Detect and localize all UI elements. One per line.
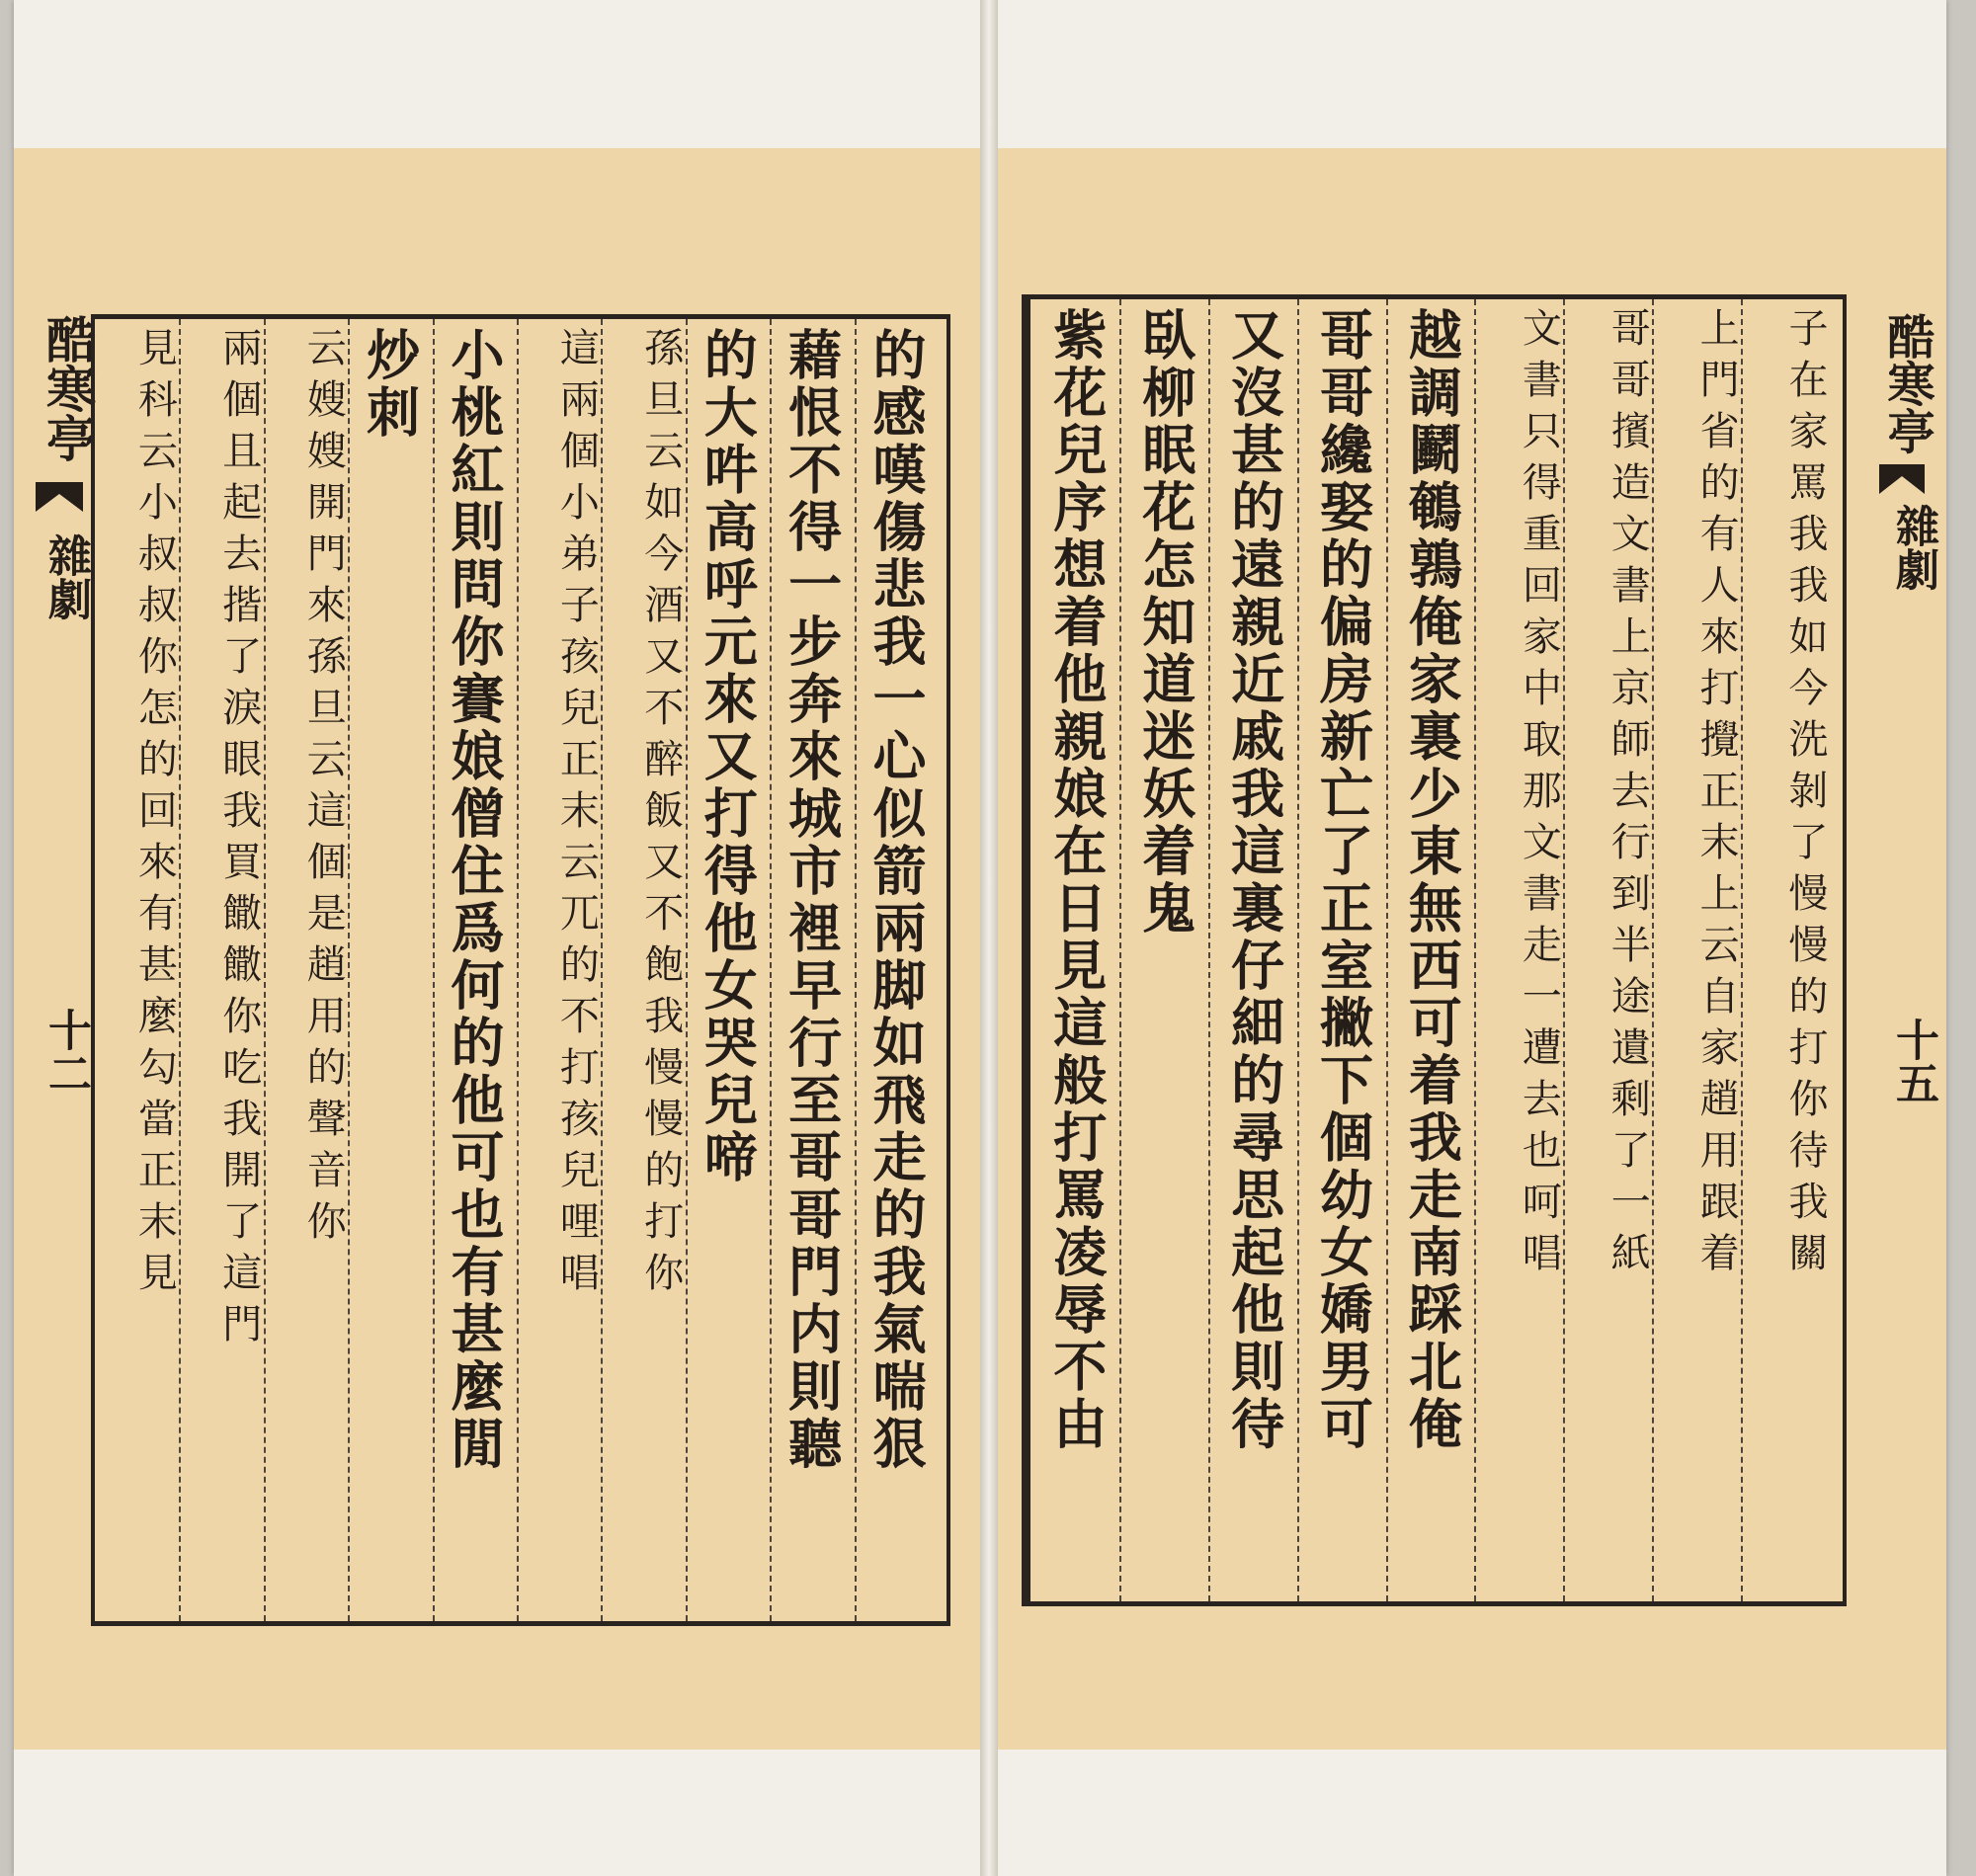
text-column: 孫旦云如今酒又不醉飯又不飽我慢慢的打你 — [637, 327, 684, 1303]
text-column: 炒刺 — [358, 327, 422, 442]
right-folio-number: 十五 — [1888, 1018, 1938, 1104]
text-column: 云嫂嫂開門來孫旦云這個是趙用的聲音你 — [300, 327, 347, 1252]
text-column: 子在家罵我我如今洗剝了慢慢的打你待我關 — [1781, 307, 1828, 1283]
book-gutter — [980, 0, 998, 1876]
left-columns — [95, 319, 947, 1621]
text-column: 紫花兒序想着他親娘在日見這般打罵凌辱不由 — [1044, 307, 1109, 1453]
column-divider — [433, 319, 435, 1621]
right-text-frame — [1022, 294, 1847, 1606]
text-column: 哥哥纔娶的偏房新亡了正室撇下個幼女嬌男可 — [1311, 307, 1375, 1453]
left-text-frame — [91, 314, 950, 1626]
left-margin-subtitle: 雜劇 — [41, 533, 91, 620]
text-column: 的大吽高呼元來又打得他女哭兒啼 — [696, 327, 760, 1186]
column-divider — [770, 319, 772, 1621]
column-divider — [1119, 299, 1121, 1601]
column-divider — [855, 319, 857, 1621]
text-column: 文書只得重回家中取那文書走一遭去也呵唱 — [1516, 307, 1562, 1283]
right-margin-title: 酷寒亭 — [1879, 312, 1935, 454]
column-divider — [1297, 299, 1299, 1601]
column-divider — [1208, 299, 1210, 1601]
left-page — [14, 0, 984, 1876]
left-folio-number: 十二 — [41, 1008, 91, 1095]
text-column: 哥哥擯造文書上京師去行到半途遺剩了一紙 — [1605, 307, 1651, 1283]
right-margin-subtitle: 雜劇 — [1888, 504, 1938, 591]
text-column: 臥柳眠花怎知道迷妖着鬼 — [1133, 307, 1197, 938]
column-divider — [1474, 299, 1476, 1601]
text-column: 的感嘆傷悲我一心似箭兩脚如飛走的我氣喘狠 — [864, 327, 928, 1473]
text-column: 這兩個小弟子孩兒正末云兀的不打孩兒哩唱 — [553, 327, 600, 1303]
right-columns — [1030, 299, 1843, 1601]
text-column: 上門省的有人來打攪正末上云自家趙用跟着 — [1693, 307, 1740, 1283]
text-column: 見科云小叔叔你怎的回來有甚麼勾當正末見 — [131, 327, 178, 1303]
text-column: 兩個且起去揩了淚眼我買饊饊你吃我開了這門 — [215, 327, 262, 1354]
column-divider — [517, 319, 519, 1621]
text-column: 小桃紅則問你賽娘僧住爲何的他可也有甚麼閒 — [442, 327, 506, 1473]
column-divider — [1386, 299, 1388, 1601]
right-page — [992, 0, 1946, 1876]
text-column: 藉恨不得一步奔來城市裡早行至哥哥門内則聽 — [780, 327, 844, 1473]
text-column: 越調鬬鵪鶉俺家裏少東無西可着我走南踩北俺 — [1400, 307, 1464, 1453]
text-column: 又沒甚的遠親近戚我這裏仔細的尋思起他則待 — [1222, 307, 1286, 1453]
left-margin-title: 酷寒亭 — [39, 314, 97, 462]
